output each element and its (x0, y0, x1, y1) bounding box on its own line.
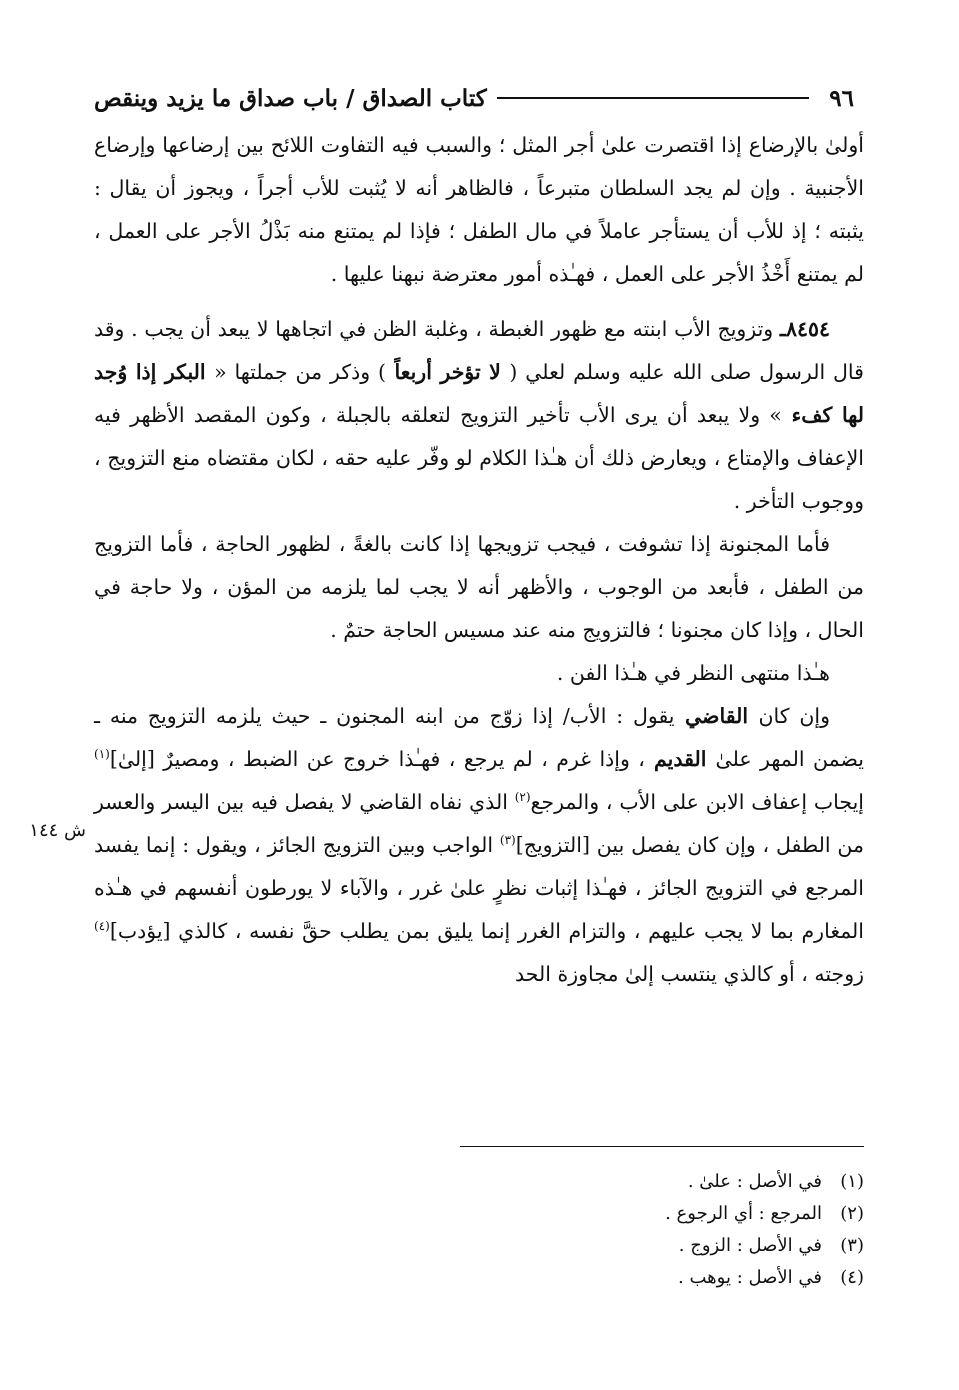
footnote-rule (460, 1146, 864, 1147)
paragraph-5-text-f: الواجب وبين التزويج الجائز ، ويقول : إنما يفسد المرجع في التزويج الجائز ، فهـٰذا إثبات نظرٍ علىٰ غرر ، والآباء لا يورطون أنفسهم في هـٰذه المغارم بما لا يجب عليهم ، والتزام الغرر إنما يليق بمن يطلب حقَّ نفسه ، كالذي [يؤدب] (94, 833, 864, 943)
paragraph-1: أولىٰ بالإرضاع إذا اقتصرت علىٰ أجر المثل ؛ والسبب فيه التفاوت اللائح بين إرضاعها وإرضاع الأجنبية . وإن لم يجد السلطان متبرعاً ، فالظاهر أنه لا يُثبت للأب أجراً ، ويجوز أن يقال : يثبته ؛ إذ للأب أن يستأجر عاملاً في مال الطفل ؛ فإذا لم يمتنع منه بَذْلُ الأجر على العمل ، لم يمتنع أَخْذُ الأجر على العمل ، فهـٰذه أمور معترضة نبهنا عليها . (94, 133, 864, 286)
paragraph-5-text-b: يقول : الأب/ إذا زوّج من ابنه المجنون ـ حيث يلزمه التزويج منه ـ يضمن المهر علىٰ (94, 704, 864, 771)
paragraph-5-text-c: ، وإذا غرم ، لم يرجع ، فهـٰذا خروج عن الضبط ، ومصيرٌ [إلىٰ] (109, 747, 645, 771)
hadith-quote-1: لا تؤخر أربعاً (385, 360, 510, 384)
main-text (94, 124, 864, 996)
paragraph-5-text-d: إيجاب إعفاف الابن على الأب ، والمرجع (530, 790, 864, 814)
footnote-number: (٢) (840, 1203, 864, 1224)
running-title: كتاب الصداق / باب صداق ما يزيد وينقص (94, 84, 487, 112)
footnote-ref-3: (٣) (499, 833, 516, 848)
footnote (344, 1262, 864, 1294)
footnote-text: في الأصل : علىٰ . (687, 1171, 822, 1192)
margin-reference: ش ١٤٤ (29, 820, 86, 841)
paragraph-2 (94, 308, 864, 523)
footnote (344, 1198, 864, 1230)
paragraph-5 (94, 695, 864, 996)
footnote-ref-2: (٢) (514, 790, 531, 805)
footnote-text: في الأصل : الزوج . (678, 1235, 822, 1256)
footnote-number: (٤) (840, 1267, 864, 1288)
footnotes (344, 1166, 864, 1294)
paragraph-5-text-g: زوجته ، أو كالذي ينتسب إلىٰ مجاوزة الحد (515, 962, 864, 986)
paragraph-2-text-a: وتزويج الأب ابنته مع ظهور الغبطة ، وغلبة الظن في اتجاهها لا يبعد أن يجب . وقد قال الرسول صلى الله عليه وسلم لعلي ( (94, 317, 864, 384)
term-qadim: القديم (644, 747, 716, 771)
page-number: ٩٦ (829, 84, 854, 112)
running-header (94, 78, 854, 118)
paragraph-2-text-b: ) وذكر من جملتها « (214, 360, 386, 384)
footnote-ref-1: (١) (94, 747, 110, 762)
header-rule (497, 97, 810, 99)
paragraph-5-text-e: الذي نفاه القاضي لا يفصل فيه بين اليسر والعسر من الطفل ، وإن كان يفصل بين [التزويج] (94, 790, 864, 857)
footnote-text: في الأصل : يوهب . (678, 1267, 822, 1288)
footnote-number: (٣) (840, 1235, 864, 1256)
paragraph-2-text-c: » ولا يبعد أن يرى الأب تأخير التزويج لتعلقه بالجبلة ، وكون المقصد الأظهر فيه الإعفاف والإمتاع ، ويعارض ذلك أن هـٰذا الكلام لو وفّر عليه حقه ، لكان مقتضاه منع التزويج ، ووجوب التأخر . (94, 403, 864, 513)
footnote-number: (١) (840, 1171, 864, 1192)
hadith-quote-2: البكر إذا وُجد لها كفء (94, 360, 864, 427)
paragraph-3: فأما المجنونة إذا تشوفت ، فيجب تزويجها إذا كانت بالغةً ، لظهور الحاجة ، فأما التزويج من الطفل ، فأبعد من الوجوب ، والأظهر أنه لا يجب لما يلزمه من المؤن ، ولا حاجة في الحال ، وإذا كان مجنونا ؛ فالتزويج منه عند مسيس الحاجة حتمٌ . (94, 532, 864, 642)
name-qadi: القاضي (674, 704, 759, 728)
paragraph-4: هـٰذا منتهى النظر في هـٰذا الفن . (556, 661, 830, 685)
footnote-ref-4: (٤) (94, 919, 110, 934)
section-number: ٨٤٥٤ـ (779, 317, 830, 341)
footnote (344, 1166, 864, 1198)
footnote (344, 1230, 864, 1262)
footnote-text: المرجع : أي الرجوع . (665, 1203, 822, 1224)
paragraph-5-text-a: وإن كان (758, 704, 830, 728)
